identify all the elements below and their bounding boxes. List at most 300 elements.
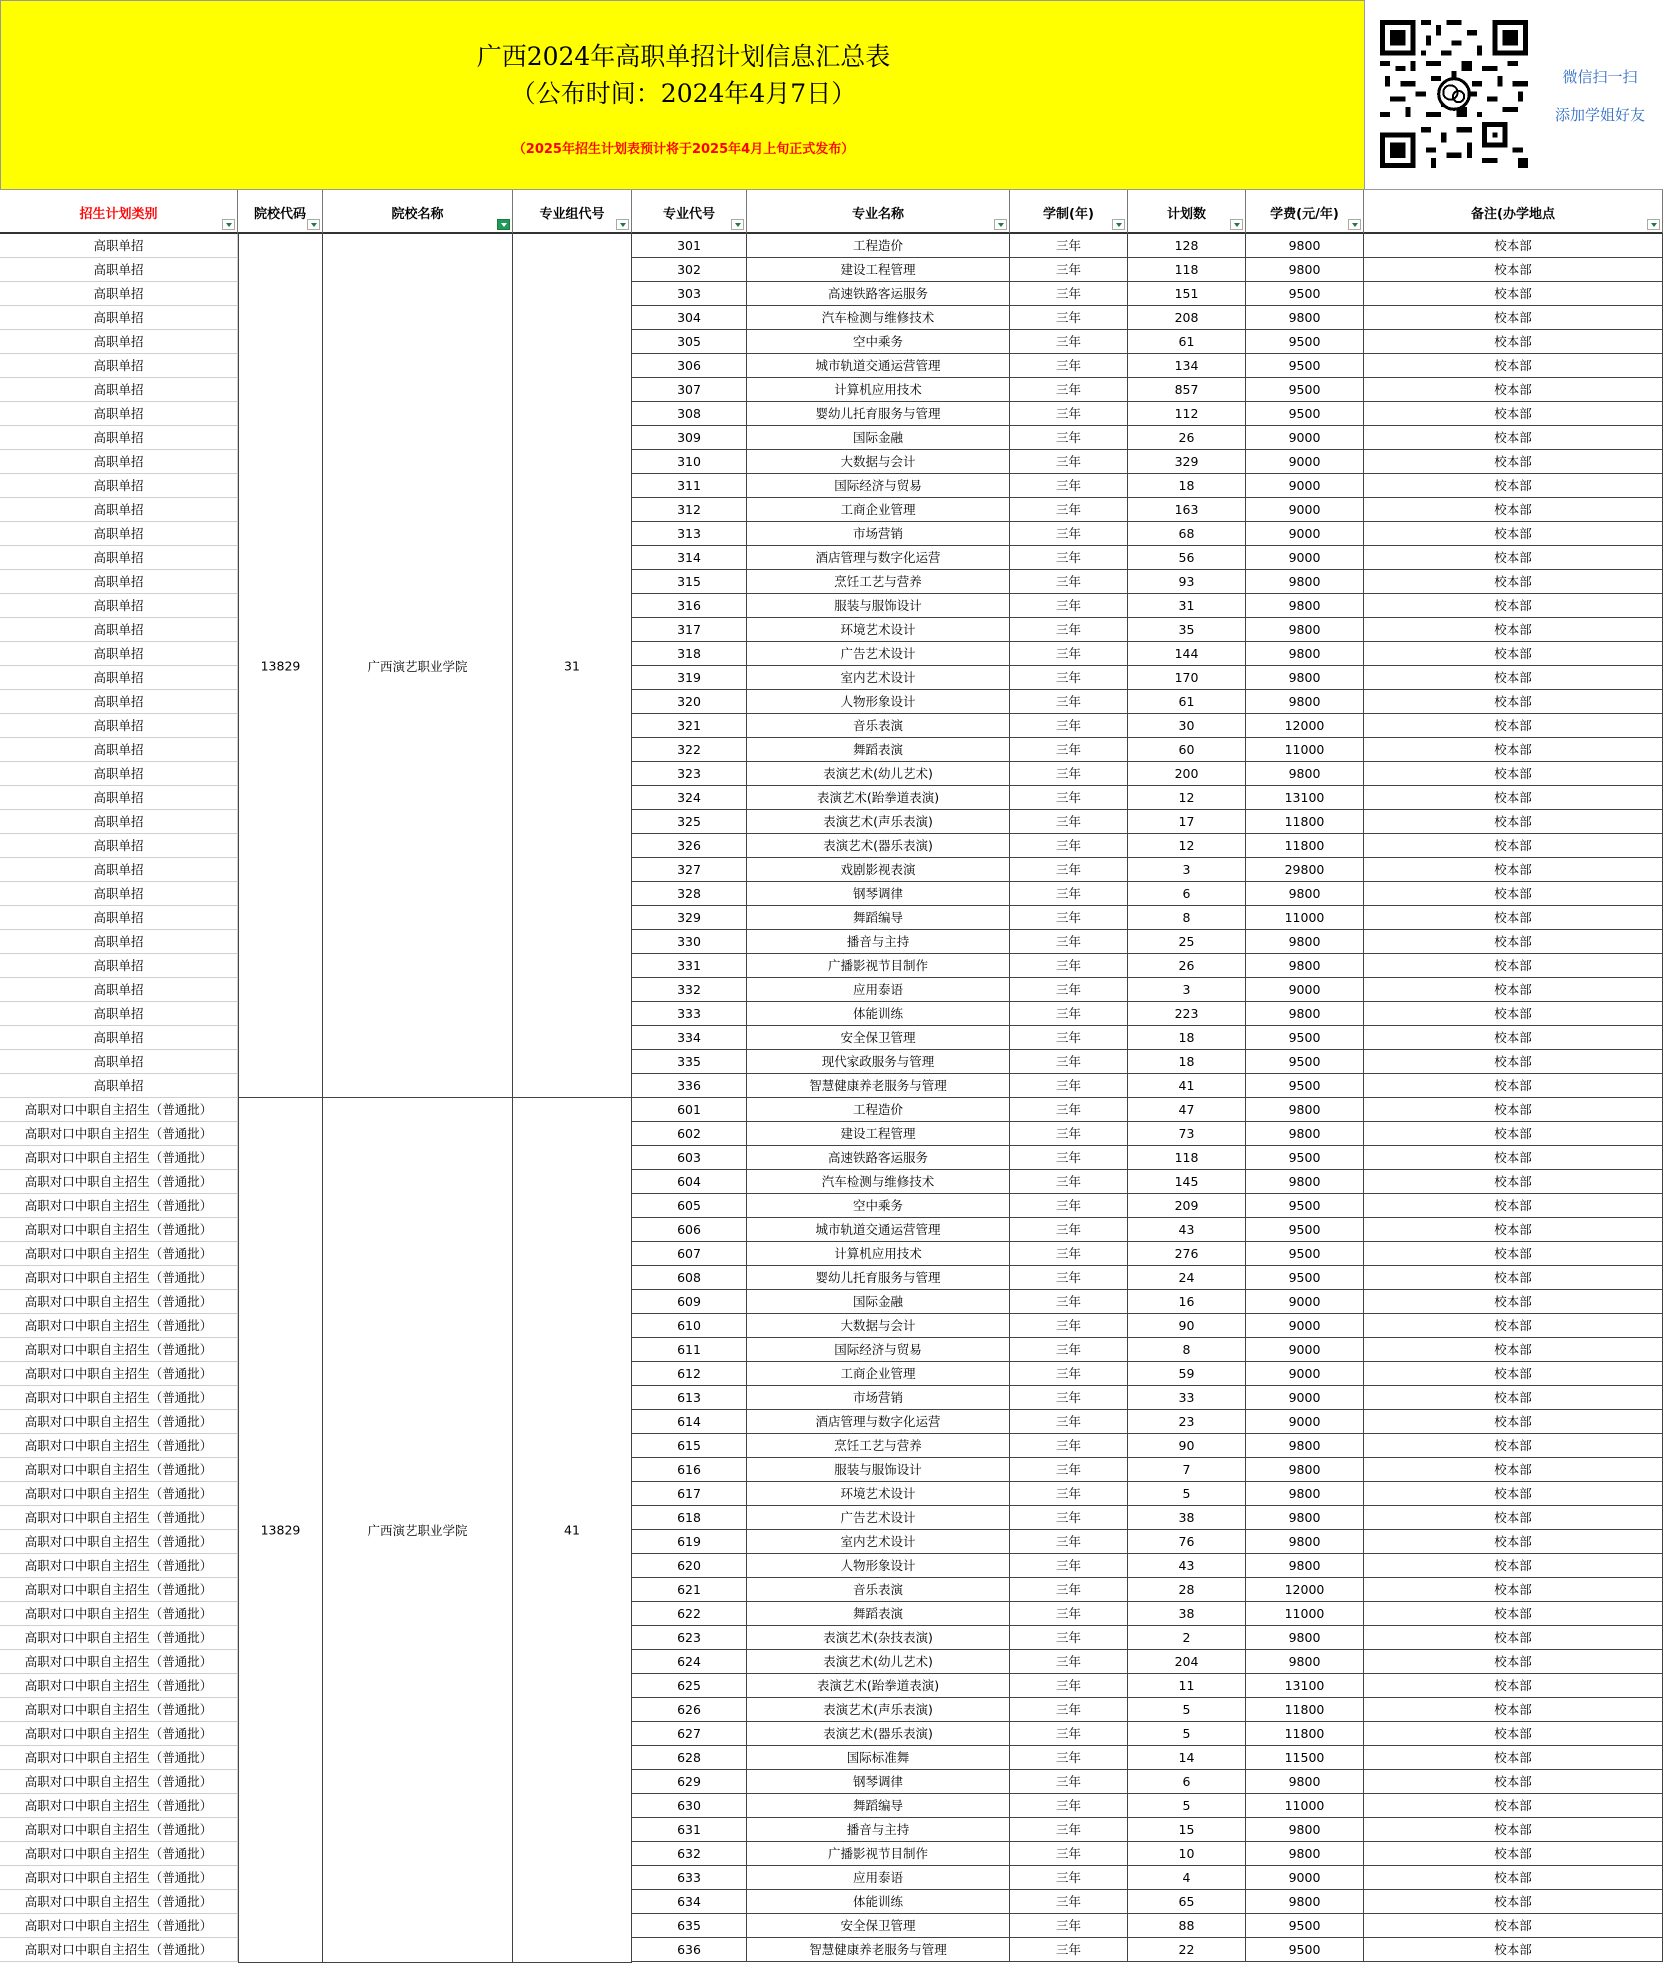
category-cell[interactable]: 高职对口中职自主招生（普通批） bbox=[0, 1554, 238, 1578]
major-code-cell[interactable]: 631 bbox=[632, 1818, 747, 1842]
location-cell[interactable]: 校本部 bbox=[1364, 1866, 1663, 1890]
major-name-cell[interactable]: 建设工程管理 bbox=[747, 1122, 1010, 1146]
duration-cell[interactable]: 三年 bbox=[1010, 906, 1128, 930]
duration-cell[interactable]: 三年 bbox=[1010, 1170, 1128, 1194]
location-cell[interactable]: 校本部 bbox=[1364, 450, 1663, 474]
location-cell[interactable]: 校本部 bbox=[1364, 570, 1663, 594]
duration-cell[interactable]: 三年 bbox=[1010, 594, 1128, 618]
major-code-cell[interactable]: 332 bbox=[632, 978, 747, 1002]
duration-cell[interactable]: 三年 bbox=[1010, 690, 1128, 714]
category-cell[interactable]: 高职单招 bbox=[0, 594, 238, 618]
plan-count-cell[interactable]: 88 bbox=[1128, 1914, 1246, 1938]
duration-cell[interactable]: 三年 bbox=[1010, 642, 1128, 666]
major-name-cell[interactable]: 环境艺术设计 bbox=[747, 1482, 1010, 1506]
category-cell[interactable]: 高职单招 bbox=[0, 762, 238, 786]
tuition-cell[interactable]: 9800 bbox=[1246, 666, 1364, 690]
col-header-duration[interactable]: 学制(年) bbox=[1010, 190, 1128, 234]
major-name-cell[interactable]: 舞蹈编导 bbox=[747, 1794, 1010, 1818]
category-cell[interactable]: 高职单招 bbox=[0, 1026, 238, 1050]
category-cell[interactable]: 高职对口中职自主招生（普通批） bbox=[0, 1914, 238, 1938]
duration-cell[interactable]: 三年 bbox=[1010, 426, 1128, 450]
duration-cell[interactable]: 三年 bbox=[1010, 1266, 1128, 1290]
plan-count-cell[interactable]: 12 bbox=[1128, 834, 1246, 858]
major-code-cell[interactable]: 619 bbox=[632, 1530, 747, 1554]
plan-count-cell[interactable]: 8 bbox=[1128, 1338, 1246, 1362]
filter-dropdown-icon[interactable] bbox=[1348, 219, 1361, 230]
major-code-cell[interactable]: 617 bbox=[632, 1482, 747, 1506]
location-cell[interactable]: 校本部 bbox=[1364, 1386, 1663, 1410]
plan-count-cell[interactable]: 47 bbox=[1128, 1098, 1246, 1122]
major-code-cell[interactable]: 612 bbox=[632, 1362, 747, 1386]
category-cell[interactable]: 高职对口中职自主招生（普通批） bbox=[0, 1290, 238, 1314]
major-name-cell[interactable]: 国际标准舞 bbox=[747, 1746, 1010, 1770]
plan-count-cell[interactable]: 5 bbox=[1128, 1722, 1246, 1746]
major-code-cell[interactable]: 629 bbox=[632, 1770, 747, 1794]
tuition-cell[interactable]: 13100 bbox=[1246, 1674, 1364, 1698]
location-cell[interactable]: 校本部 bbox=[1364, 1482, 1663, 1506]
major-code-cell[interactable]: 632 bbox=[632, 1842, 747, 1866]
plan-count-cell[interactable]: 38 bbox=[1128, 1506, 1246, 1530]
major-code-cell[interactable]: 615 bbox=[632, 1434, 747, 1458]
plan-count-cell[interactable]: 6 bbox=[1128, 1770, 1246, 1794]
duration-cell[interactable]: 三年 bbox=[1010, 786, 1128, 810]
location-cell[interactable]: 校本部 bbox=[1364, 1626, 1663, 1650]
location-cell[interactable]: 校本部 bbox=[1364, 1602, 1663, 1626]
major-name-cell[interactable]: 汽车检测与维修技术 bbox=[747, 306, 1010, 330]
duration-cell[interactable]: 三年 bbox=[1010, 810, 1128, 834]
tuition-cell[interactable]: 9500 bbox=[1246, 1266, 1364, 1290]
tuition-cell[interactable]: 9000 bbox=[1246, 474, 1364, 498]
plan-count-cell[interactable]: 18 bbox=[1128, 1050, 1246, 1074]
duration-cell[interactable]: 三年 bbox=[1010, 1674, 1128, 1698]
major-name-cell[interactable]: 钢琴调律 bbox=[747, 1770, 1010, 1794]
plan-count-cell[interactable]: 208 bbox=[1128, 306, 1246, 330]
tuition-cell[interactable]: 11000 bbox=[1246, 1602, 1364, 1626]
major-name-cell[interactable]: 智慧健康养老服务与管理 bbox=[747, 1938, 1010, 1962]
plan-count-cell[interactable]: 33 bbox=[1128, 1386, 1246, 1410]
major-name-cell[interactable]: 工商企业管理 bbox=[747, 1362, 1010, 1386]
location-cell[interactable]: 校本部 bbox=[1364, 642, 1663, 666]
major-code-cell[interactable]: 305 bbox=[632, 330, 747, 354]
tuition-cell[interactable]: 9500 bbox=[1246, 1050, 1364, 1074]
tuition-cell[interactable]: 9800 bbox=[1246, 306, 1364, 330]
location-cell[interactable]: 校本部 bbox=[1364, 1314, 1663, 1338]
category-cell[interactable]: 高职单招 bbox=[0, 954, 238, 978]
major-code-cell[interactable]: 628 bbox=[632, 1746, 747, 1770]
location-cell[interactable]: 校本部 bbox=[1364, 1170, 1663, 1194]
duration-cell[interactable]: 三年 bbox=[1010, 954, 1128, 978]
major-code-cell[interactable]: 304 bbox=[632, 306, 747, 330]
major-code-cell[interactable]: 319 bbox=[632, 666, 747, 690]
location-cell[interactable]: 校本部 bbox=[1364, 1218, 1663, 1242]
major-name-cell[interactable]: 高速铁路客运服务 bbox=[747, 1146, 1010, 1170]
major-code-cell[interactable]: 333 bbox=[632, 1002, 747, 1026]
location-cell[interactable]: 校本部 bbox=[1364, 330, 1663, 354]
major-code-cell[interactable]: 611 bbox=[632, 1338, 747, 1362]
location-cell[interactable]: 校本部 bbox=[1364, 1050, 1663, 1074]
category-cell[interactable]: 高职对口中职自主招生（普通批） bbox=[0, 1314, 238, 1338]
col-header-major-name[interactable]: 专业名称 bbox=[747, 190, 1010, 234]
tuition-cell[interactable]: 9800 bbox=[1246, 762, 1364, 786]
plan-count-cell[interactable]: 10 bbox=[1128, 1842, 1246, 1866]
tuition-cell[interactable]: 9800 bbox=[1246, 690, 1364, 714]
major-code-cell[interactable]: 325 bbox=[632, 810, 747, 834]
major-name-cell[interactable]: 国际经济与贸易 bbox=[747, 1338, 1010, 1362]
category-cell[interactable]: 高职单招 bbox=[0, 786, 238, 810]
category-cell[interactable]: 高职单招 bbox=[0, 1074, 238, 1098]
location-cell[interactable]: 校本部 bbox=[1364, 546, 1663, 570]
major-code-cell[interactable]: 603 bbox=[632, 1146, 747, 1170]
location-cell[interactable]: 校本部 bbox=[1364, 426, 1663, 450]
tuition-cell[interactable]: 9000 bbox=[1246, 498, 1364, 522]
duration-cell[interactable]: 三年 bbox=[1010, 1650, 1128, 1674]
major-name-cell[interactable]: 舞蹈表演 bbox=[747, 1602, 1010, 1626]
location-cell[interactable]: 校本部 bbox=[1364, 1506, 1663, 1530]
tuition-cell[interactable]: 12000 bbox=[1246, 1578, 1364, 1602]
col-header-school-name[interactable]: 院校名称 bbox=[323, 190, 513, 234]
duration-cell[interactable]: 三年 bbox=[1010, 258, 1128, 282]
plan-count-cell[interactable]: 17 bbox=[1128, 810, 1246, 834]
major-name-cell[interactable]: 应用泰语 bbox=[747, 978, 1010, 1002]
plan-count-cell[interactable]: 209 bbox=[1128, 1194, 1246, 1218]
duration-cell[interactable]: 三年 bbox=[1010, 1002, 1128, 1026]
major-name-cell[interactable]: 室内艺术设计 bbox=[747, 1530, 1010, 1554]
tuition-cell[interactable]: 9500 bbox=[1246, 1218, 1364, 1242]
category-cell[interactable]: 高职对口中职自主招生（普通批） bbox=[0, 1794, 238, 1818]
location-cell[interactable]: 校本部 bbox=[1364, 954, 1663, 978]
plan-count-cell[interactable]: 38 bbox=[1128, 1602, 1246, 1626]
duration-cell[interactable]: 三年 bbox=[1010, 522, 1128, 546]
tuition-cell[interactable]: 29800 bbox=[1246, 858, 1364, 882]
category-cell[interactable]: 高职单招 bbox=[0, 738, 238, 762]
tuition-cell[interactable]: 11800 bbox=[1246, 834, 1364, 858]
tuition-cell[interactable]: 9800 bbox=[1246, 1002, 1364, 1026]
category-cell[interactable]: 高职单招 bbox=[0, 330, 238, 354]
major-code-cell[interactable]: 306 bbox=[632, 354, 747, 378]
tuition-cell[interactable]: 11000 bbox=[1246, 906, 1364, 930]
filter-dropdown-icon[interactable] bbox=[307, 219, 320, 230]
major-name-cell[interactable]: 工商企业管理 bbox=[747, 498, 1010, 522]
tuition-cell[interactable]: 9500 bbox=[1246, 1242, 1364, 1266]
plan-count-cell[interactable]: 25 bbox=[1128, 930, 1246, 954]
major-name-cell[interactable]: 空中乘务 bbox=[747, 1194, 1010, 1218]
filter-dropdown-icon[interactable] bbox=[1647, 219, 1660, 230]
tuition-cell[interactable]: 9000 bbox=[1246, 450, 1364, 474]
location-cell[interactable]: 校本部 bbox=[1364, 1122, 1663, 1146]
category-cell[interactable]: 高职单招 bbox=[0, 426, 238, 450]
plan-count-cell[interactable]: 200 bbox=[1128, 762, 1246, 786]
tuition-cell[interactable]: 12000 bbox=[1246, 714, 1364, 738]
tuition-cell[interactable]: 9000 bbox=[1246, 546, 1364, 570]
duration-cell[interactable]: 三年 bbox=[1010, 1050, 1128, 1074]
location-cell[interactable]: 校本部 bbox=[1364, 1578, 1663, 1602]
tuition-cell[interactable]: 9800 bbox=[1246, 1890, 1364, 1914]
major-name-cell[interactable]: 智慧健康养老服务与管理 bbox=[747, 1074, 1010, 1098]
merged-school-name[interactable]: 广西演艺职业学院 bbox=[323, 234, 513, 1098]
tuition-cell[interactable]: 9000 bbox=[1246, 1410, 1364, 1434]
duration-cell[interactable]: 三年 bbox=[1010, 1242, 1128, 1266]
major-name-cell[interactable]: 表演艺术(器乐表演) bbox=[747, 834, 1010, 858]
major-name-cell[interactable]: 应用泰语 bbox=[747, 1866, 1010, 1890]
tuition-cell[interactable]: 9000 bbox=[1246, 426, 1364, 450]
major-name-cell[interactable]: 体能训练 bbox=[747, 1890, 1010, 1914]
category-cell[interactable]: 高职对口中职自主招生（普通批） bbox=[0, 1602, 238, 1626]
plan-count-cell[interactable]: 60 bbox=[1128, 738, 1246, 762]
tuition-cell[interactable]: 9000 bbox=[1246, 522, 1364, 546]
duration-cell[interactable]: 三年 bbox=[1010, 1194, 1128, 1218]
major-name-cell[interactable]: 舞蹈编导 bbox=[747, 906, 1010, 930]
tuition-cell[interactable]: 9800 bbox=[1246, 618, 1364, 642]
plan-count-cell[interactable]: 43 bbox=[1128, 1218, 1246, 1242]
location-cell[interactable]: 校本部 bbox=[1364, 1890, 1663, 1914]
tuition-cell[interactable]: 9500 bbox=[1246, 1194, 1364, 1218]
tuition-cell[interactable]: 9800 bbox=[1246, 570, 1364, 594]
major-name-cell[interactable]: 服装与服饰设计 bbox=[747, 1458, 1010, 1482]
plan-count-cell[interactable]: 11 bbox=[1128, 1674, 1246, 1698]
duration-cell[interactable]: 三年 bbox=[1010, 282, 1128, 306]
col-header-plan-count[interactable]: 计划数 bbox=[1128, 190, 1246, 234]
duration-cell[interactable]: 三年 bbox=[1010, 1938, 1128, 1962]
major-name-cell[interactable]: 表演艺术(声乐表演) bbox=[747, 1698, 1010, 1722]
location-cell[interactable]: 校本部 bbox=[1364, 1194, 1663, 1218]
major-name-cell[interactable]: 舞蹈表演 bbox=[747, 738, 1010, 762]
category-cell[interactable]: 高职对口中职自主招生（普通批） bbox=[0, 1098, 238, 1122]
tuition-cell[interactable]: 9800 bbox=[1246, 1770, 1364, 1794]
tuition-cell[interactable]: 9800 bbox=[1246, 1482, 1364, 1506]
major-name-cell[interactable]: 钢琴调律 bbox=[747, 882, 1010, 906]
tuition-cell[interactable]: 9800 bbox=[1246, 1170, 1364, 1194]
major-name-cell[interactable]: 服装与服饰设计 bbox=[747, 594, 1010, 618]
major-name-cell[interactable]: 音乐表演 bbox=[747, 714, 1010, 738]
tuition-cell[interactable]: 9800 bbox=[1246, 1554, 1364, 1578]
plan-count-cell[interactable]: 112 bbox=[1128, 402, 1246, 426]
tuition-cell[interactable]: 9500 bbox=[1246, 1938, 1364, 1962]
major-code-cell[interactable]: 329 bbox=[632, 906, 747, 930]
category-cell[interactable]: 高职单招 bbox=[0, 930, 238, 954]
category-cell[interactable]: 高职对口中职自主招生（普通批） bbox=[0, 1434, 238, 1458]
plan-count-cell[interactable]: 118 bbox=[1128, 1146, 1246, 1170]
major-name-cell[interactable]: 广播影视节目制作 bbox=[747, 1842, 1010, 1866]
major-name-cell[interactable]: 空中乘务 bbox=[747, 330, 1010, 354]
tuition-cell[interactable]: 9800 bbox=[1246, 930, 1364, 954]
location-cell[interactable]: 校本部 bbox=[1364, 282, 1663, 306]
plan-count-cell[interactable]: 204 bbox=[1128, 1650, 1246, 1674]
plan-count-cell[interactable]: 18 bbox=[1128, 1026, 1246, 1050]
major-name-cell[interactable]: 市场营销 bbox=[747, 1386, 1010, 1410]
major-name-cell[interactable]: 工程造价 bbox=[747, 1098, 1010, 1122]
duration-cell[interactable]: 三年 bbox=[1010, 1914, 1128, 1938]
category-cell[interactable]: 高职对口中职自主招生（普通批） bbox=[0, 1722, 238, 1746]
duration-cell[interactable]: 三年 bbox=[1010, 1578, 1128, 1602]
tuition-cell[interactable]: 9500 bbox=[1246, 1074, 1364, 1098]
location-cell[interactable]: 校本部 bbox=[1364, 1914, 1663, 1938]
plan-count-cell[interactable]: 2 bbox=[1128, 1626, 1246, 1650]
location-cell[interactable]: 校本部 bbox=[1364, 858, 1663, 882]
category-cell[interactable]: 高职对口中职自主招生（普通批） bbox=[0, 1242, 238, 1266]
category-cell[interactable]: 高职对口中职自主招生（普通批） bbox=[0, 1194, 238, 1218]
major-name-cell[interactable]: 表演艺术(跆拳道表演) bbox=[747, 1674, 1010, 1698]
duration-cell[interactable]: 三年 bbox=[1010, 1434, 1128, 1458]
duration-cell[interactable]: 三年 bbox=[1010, 474, 1128, 498]
location-cell[interactable]: 校本部 bbox=[1364, 906, 1663, 930]
duration-cell[interactable]: 三年 bbox=[1010, 1362, 1128, 1386]
location-cell[interactable]: 校本部 bbox=[1364, 834, 1663, 858]
plan-count-cell[interactable]: 24 bbox=[1128, 1266, 1246, 1290]
duration-cell[interactable]: 三年 bbox=[1010, 1890, 1128, 1914]
plan-count-cell[interactable]: 16 bbox=[1128, 1290, 1246, 1314]
location-cell[interactable]: 校本部 bbox=[1364, 1674, 1663, 1698]
location-cell[interactable]: 校本部 bbox=[1364, 1554, 1663, 1578]
major-name-cell[interactable]: 音乐表演 bbox=[747, 1578, 1010, 1602]
major-name-cell[interactable]: 国际金融 bbox=[747, 426, 1010, 450]
major-code-cell[interactable]: 634 bbox=[632, 1890, 747, 1914]
col-header-school-code[interactable]: 院校代码 bbox=[238, 190, 323, 234]
location-cell[interactable]: 校本部 bbox=[1364, 1458, 1663, 1482]
duration-cell[interactable]: 三年 bbox=[1010, 1410, 1128, 1434]
category-cell[interactable]: 高职对口中职自主招生（普通批） bbox=[0, 1818, 238, 1842]
major-name-cell[interactable]: 烹饪工艺与营养 bbox=[747, 1434, 1010, 1458]
major-code-cell[interactable]: 336 bbox=[632, 1074, 747, 1098]
location-cell[interactable]: 校本部 bbox=[1364, 594, 1663, 618]
tuition-cell[interactable]: 9500 bbox=[1246, 1146, 1364, 1170]
major-name-cell[interactable]: 大数据与会计 bbox=[747, 1314, 1010, 1338]
category-cell[interactable]: 高职单招 bbox=[0, 402, 238, 426]
tuition-cell[interactable]: 9000 bbox=[1246, 1362, 1364, 1386]
tuition-cell[interactable]: 9500 bbox=[1246, 1026, 1364, 1050]
location-cell[interactable]: 校本部 bbox=[1364, 1818, 1663, 1842]
plan-count-cell[interactable]: 4 bbox=[1128, 1866, 1246, 1890]
major-name-cell[interactable]: 人物形象设计 bbox=[747, 1554, 1010, 1578]
major-code-cell[interactable]: 605 bbox=[632, 1194, 747, 1218]
category-cell[interactable]: 高职单招 bbox=[0, 570, 238, 594]
location-cell[interactable]: 校本部 bbox=[1364, 1770, 1663, 1794]
major-code-cell[interactable]: 313 bbox=[632, 522, 747, 546]
location-cell[interactable]: 校本部 bbox=[1364, 1410, 1663, 1434]
tuition-cell[interactable]: 9000 bbox=[1246, 1290, 1364, 1314]
location-cell[interactable]: 校本部 bbox=[1364, 618, 1663, 642]
location-cell[interactable]: 校本部 bbox=[1364, 1242, 1663, 1266]
tuition-cell[interactable]: 9800 bbox=[1246, 594, 1364, 618]
major-code-cell[interactable]: 334 bbox=[632, 1026, 747, 1050]
major-name-cell[interactable]: 室内艺术设计 bbox=[747, 666, 1010, 690]
duration-cell[interactable]: 三年 bbox=[1010, 402, 1128, 426]
location-cell[interactable]: 校本部 bbox=[1364, 786, 1663, 810]
major-code-cell[interactable]: 610 bbox=[632, 1314, 747, 1338]
location-cell[interactable]: 校本部 bbox=[1364, 666, 1663, 690]
plan-count-cell[interactable]: 170 bbox=[1128, 666, 1246, 690]
category-cell[interactable]: 高职对口中职自主招生（普通批） bbox=[0, 1266, 238, 1290]
major-name-cell[interactable]: 播音与主持 bbox=[747, 1818, 1010, 1842]
major-code-cell[interactable]: 626 bbox=[632, 1698, 747, 1722]
plan-count-cell[interactable]: 145 bbox=[1128, 1170, 1246, 1194]
category-cell[interactable]: 高职单招 bbox=[0, 834, 238, 858]
duration-cell[interactable]: 三年 bbox=[1010, 354, 1128, 378]
major-code-cell[interactable]: 633 bbox=[632, 1866, 747, 1890]
duration-cell[interactable]: 三年 bbox=[1010, 858, 1128, 882]
plan-count-cell[interactable]: 134 bbox=[1128, 354, 1246, 378]
duration-cell[interactable]: 三年 bbox=[1010, 378, 1128, 402]
major-name-cell[interactable]: 建设工程管理 bbox=[747, 258, 1010, 282]
duration-cell[interactable]: 三年 bbox=[1010, 1626, 1128, 1650]
major-code-cell[interactable]: 624 bbox=[632, 1650, 747, 1674]
tuition-cell[interactable]: 9800 bbox=[1246, 954, 1364, 978]
category-cell[interactable]: 高职对口中职自主招生（普通批） bbox=[0, 1506, 238, 1530]
major-name-cell[interactable]: 播音与主持 bbox=[747, 930, 1010, 954]
plan-count-cell[interactable]: 56 bbox=[1128, 546, 1246, 570]
location-cell[interactable]: 校本部 bbox=[1364, 1434, 1663, 1458]
category-cell[interactable]: 高职单招 bbox=[0, 258, 238, 282]
duration-cell[interactable]: 三年 bbox=[1010, 882, 1128, 906]
location-cell[interactable]: 校本部 bbox=[1364, 1938, 1663, 1962]
category-cell[interactable]: 高职对口中职自主招生（普通批） bbox=[0, 1170, 238, 1194]
plan-count-cell[interactable]: 26 bbox=[1128, 954, 1246, 978]
major-code-cell[interactable]: 636 bbox=[632, 1938, 747, 1962]
location-cell[interactable]: 校本部 bbox=[1364, 690, 1663, 714]
major-name-cell[interactable]: 高速铁路客运服务 bbox=[747, 282, 1010, 306]
category-cell[interactable]: 高职对口中职自主招生（普通批） bbox=[0, 1698, 238, 1722]
tuition-cell[interactable]: 9800 bbox=[1246, 642, 1364, 666]
category-cell[interactable]: 高职单招 bbox=[0, 354, 238, 378]
tuition-cell[interactable]: 9500 bbox=[1246, 1914, 1364, 1938]
col-header-group-code[interactable]: 专业组代号 bbox=[513, 190, 632, 234]
location-cell[interactable]: 校本部 bbox=[1364, 1746, 1663, 1770]
major-code-cell[interactable]: 309 bbox=[632, 426, 747, 450]
duration-cell[interactable]: 三年 bbox=[1010, 1338, 1128, 1362]
location-cell[interactable]: 校本部 bbox=[1364, 306, 1663, 330]
major-code-cell[interactable]: 318 bbox=[632, 642, 747, 666]
duration-cell[interactable]: 三年 bbox=[1010, 762, 1128, 786]
category-cell[interactable]: 高职对口中职自主招生（普通批） bbox=[0, 1530, 238, 1554]
duration-cell[interactable]: 三年 bbox=[1010, 570, 1128, 594]
major-name-cell[interactable]: 烹饪工艺与营养 bbox=[747, 570, 1010, 594]
category-cell[interactable]: 高职单招 bbox=[0, 882, 238, 906]
duration-cell[interactable]: 三年 bbox=[1010, 1698, 1128, 1722]
plan-count-cell[interactable]: 857 bbox=[1128, 378, 1246, 402]
location-cell[interactable]: 校本部 bbox=[1364, 474, 1663, 498]
major-code-cell[interactable]: 601 bbox=[632, 1098, 747, 1122]
merged-group-code[interactable]: 31 bbox=[513, 234, 632, 1098]
location-cell[interactable]: 校本部 bbox=[1364, 882, 1663, 906]
merged-group-code[interactable]: 41 bbox=[513, 1098, 632, 1963]
plan-count-cell[interactable]: 61 bbox=[1128, 690, 1246, 714]
major-name-cell[interactable]: 表演艺术(幼儿艺术) bbox=[747, 1650, 1010, 1674]
major-code-cell[interactable]: 606 bbox=[632, 1218, 747, 1242]
plan-count-cell[interactable]: 93 bbox=[1128, 570, 1246, 594]
category-cell[interactable]: 高职对口中职自主招生（普通批） bbox=[0, 1938, 238, 1962]
category-cell[interactable]: 高职单招 bbox=[0, 978, 238, 1002]
tuition-cell[interactable]: 13100 bbox=[1246, 786, 1364, 810]
category-cell[interactable]: 高职单招 bbox=[0, 498, 238, 522]
plan-count-cell[interactable]: 18 bbox=[1128, 474, 1246, 498]
major-name-cell[interactable]: 现代家政服务与管理 bbox=[747, 1050, 1010, 1074]
filter-dropdown-icon[interactable] bbox=[731, 219, 744, 230]
location-cell[interactable]: 校本部 bbox=[1364, 1098, 1663, 1122]
major-code-cell[interactable]: 320 bbox=[632, 690, 747, 714]
major-name-cell[interactable]: 国际金融 bbox=[747, 1290, 1010, 1314]
duration-cell[interactable]: 三年 bbox=[1010, 1554, 1128, 1578]
major-code-cell[interactable]: 614 bbox=[632, 1410, 747, 1434]
major-name-cell[interactable]: 安全保卫管理 bbox=[747, 1914, 1010, 1938]
duration-cell[interactable]: 三年 bbox=[1010, 738, 1128, 762]
major-name-cell[interactable]: 广播影视节目制作 bbox=[747, 954, 1010, 978]
duration-cell[interactable]: 三年 bbox=[1010, 1218, 1128, 1242]
plan-count-cell[interactable]: 26 bbox=[1128, 426, 1246, 450]
duration-cell[interactable]: 三年 bbox=[1010, 1482, 1128, 1506]
tuition-cell[interactable]: 11800 bbox=[1246, 1698, 1364, 1722]
major-code-cell[interactable]: 303 bbox=[632, 282, 747, 306]
duration-cell[interactable]: 三年 bbox=[1010, 1386, 1128, 1410]
major-name-cell[interactable]: 广告艺术设计 bbox=[747, 642, 1010, 666]
